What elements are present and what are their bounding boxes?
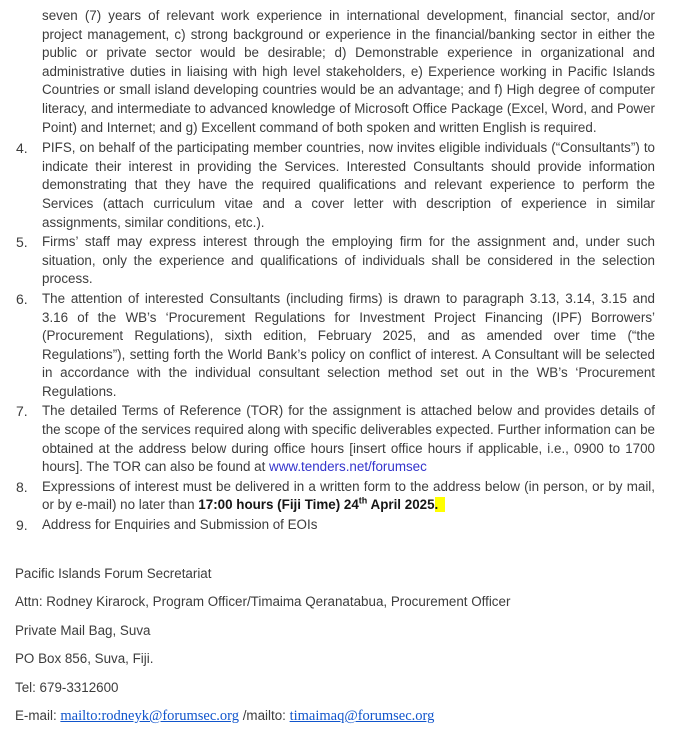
list-item-7-text: The detailed Terms of Reference (TOR) for the assignment is attached below and provides details of the scope of the services required along with specific deliverables expected. Further information can be obtained at the address below during office hours [insert office hours if applicable, i.e., 0900 to 1700 hours]. The TOR can also be found at: [42, 403, 655, 475]
email-separator: /mailto:: [238, 708, 290, 724]
deadline-bold-text-continued: April 2025: [367, 497, 435, 513]
list-number-4: 4.: [16, 140, 28, 157]
list-number-5: 5.: [16, 234, 28, 251]
contact-mail-bag: Private Mail Bag, Suva: [15, 622, 151, 638]
highlighted-period: .: [435, 497, 446, 512]
deadline-bold-text: 17:00 hours (Fiji Time) 24: [198, 497, 359, 513]
list-number-6: 6.: [16, 290, 28, 307]
list-number-7: 7.: [16, 403, 28, 420]
contact-email-line: [15, 707, 655, 726]
email-link-timaimaq[interactable]: timaimaq@forumsec.org: [289, 708, 435, 725]
list-item-7: [16, 402, 655, 476]
list-item-4: [16, 139, 655, 232]
list-item-5: [16, 233, 655, 289]
list-item-9: [16, 516, 655, 535]
list-item-9-text: Address for Enquiries and Submission of EOIs: [42, 517, 318, 533]
list-item-8-text: Expressions of interest must be delivered in a written form to the address below (in person, or by mail, or by e-mail) no later than: [42, 478, 655, 513]
contact-po-box: PO Box 856, Suva, Fiji.: [15, 651, 154, 667]
email-link-rodneyk[interactable]: mailto:rodneyk@forumsec.org: [60, 708, 239, 725]
list-item-5-text: Firms’ staff may express interest through the employing firm for the assignment and, under such situation, only the experience and qualifications of individuals shall be considered in the selection process.: [42, 234, 655, 287]
list-number-8: 8.: [16, 478, 28, 495]
list-number-9: 9.: [16, 517, 28, 534]
email-label: E-mail:: [15, 708, 61, 724]
list-item-6-text: The attention of interested Consultants (including firms) is drawn to paragraph 3.13, 3.14, 3.15 and 3.16 of the WB’s ‘Procurement Regulations for Investment Project Financing (IPF) Borrowers’ (Procurement Regulations), sixth edition, February 2025, and as amended over time (“the Regulations”), setting forth the World Bank’s policy on conflict of interest. A Consultant will be selected in accordance with the individual consultant selection method set out in the WB’s ‘Procurement Regulations.: [42, 290, 655, 399]
list-item-4-text: PIFS, on behalf of the participating member countries, now invites eligible individuals (“Consultants”) to indicate their interest in providing the Services. Interested Consultants should provide information demonstrating that they have the required qualifications and relevant experience to perform the Services (attach curriculum vitae and a cover letter with description of experience in similar assignments, similar conditions, etc.).: [42, 140, 655, 230]
tenders-url-link[interactable]: www.tenders.net/forumsec: [269, 459, 427, 475]
deadline-ordinal-superscript: th: [358, 495, 368, 506]
list-item-8: [16, 478, 655, 515]
contact-attention-line: Attn: Rodney Kirarock, Program Officer/Timaima Qeranatabua, Procurement Officer: [15, 594, 511, 610]
list-item-6: [16, 290, 655, 402]
contact-telephone: Tel: 679-3312600: [15, 679, 119, 695]
contact-block: [15, 565, 655, 726]
intro-continuation-paragraph: seven (7) years of relevant work experience in international development, financial sector, and/or project management, c) strong background or experience in the financial/banking sector in either the public or private sector would be desirable; d) Demonstrable experience in organizational and administrative duties in liaising with high level stakeholders, e) Experience working in Pacific Islands Countries or small island developing countries would be an advantage; and f) High degree of computer literacy, and intermediate to advanced knowledge of Microsoft Office Package (Excel, Word, and Power Point) and Internet; and g) Excellent command of both spoken and written English is required.: [42, 8, 655, 135]
contact-organization: Pacific Islands Forum Secretariat: [15, 565, 212, 581]
